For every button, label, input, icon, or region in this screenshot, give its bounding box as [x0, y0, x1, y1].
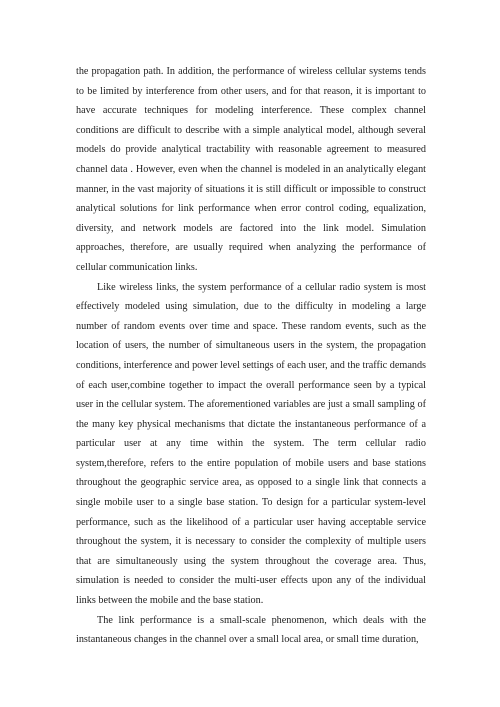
paragraph-link-simulation: the propagation path. In addition, the performance of wireless cellular systems tends to be limited by interference from other users, and for that reason, it is important to have accurate techniques for modeling interference. These complex channel conditions are difficult to describe with a simple analytical model, although several models do provide analytical tractability with reasonable agreement to measured channel data . However, even when the channel is modeled in an analytically elegant manner, in the vast majority of situations it is still difficult or impossible to construct analytical solutions for link performance when error control coding, equalization, diversity, and network models are factored into the link model. Simulation approaches, therefore, are usually required when analyzing the performance of cellular communication links. [76, 66, 426, 273]
document-page [76, 62, 426, 650]
paragraph-system-simulation: Like wireless links, the system performance of a cellular radio system is most effectively modeled using simulation, due to the difficulty in modeling a large number of random events over time and space. These random events, such as the location of users, the number of simultaneous users in the system, the propagation conditions, interference and power level settings of each user, and the traffic demands of each user,combine together to impact the overall performance seen by a typical user in the cellular system. The aforementioned variables are just a small sampling of the many key physical mechanisms that dictate the instantaneous performance of a particular user at any time within the system. The term cellular radio system,therefore, refers to the entire population of mobile users and base stations throughout the geographic service area, as opposed to a single link that connects a single mobile user to a single base station. To design for a particular system-level performance, such as the likelihood of a particular user having acceptable service throughout the system, it is necessary to consider the complexity of multiple users that are simultaneously using the system throughout the coverage area. Thus, simulation is needed to consider the multi-user effects upon any of the individual links between the mobile and the base station. [76, 281, 426, 607]
paragraph-link-performance: The link performance is a small-scale phenomenon, which deals with the instantaneous changes in the channel over a small local area, or small time duration, [76, 614, 426, 646]
